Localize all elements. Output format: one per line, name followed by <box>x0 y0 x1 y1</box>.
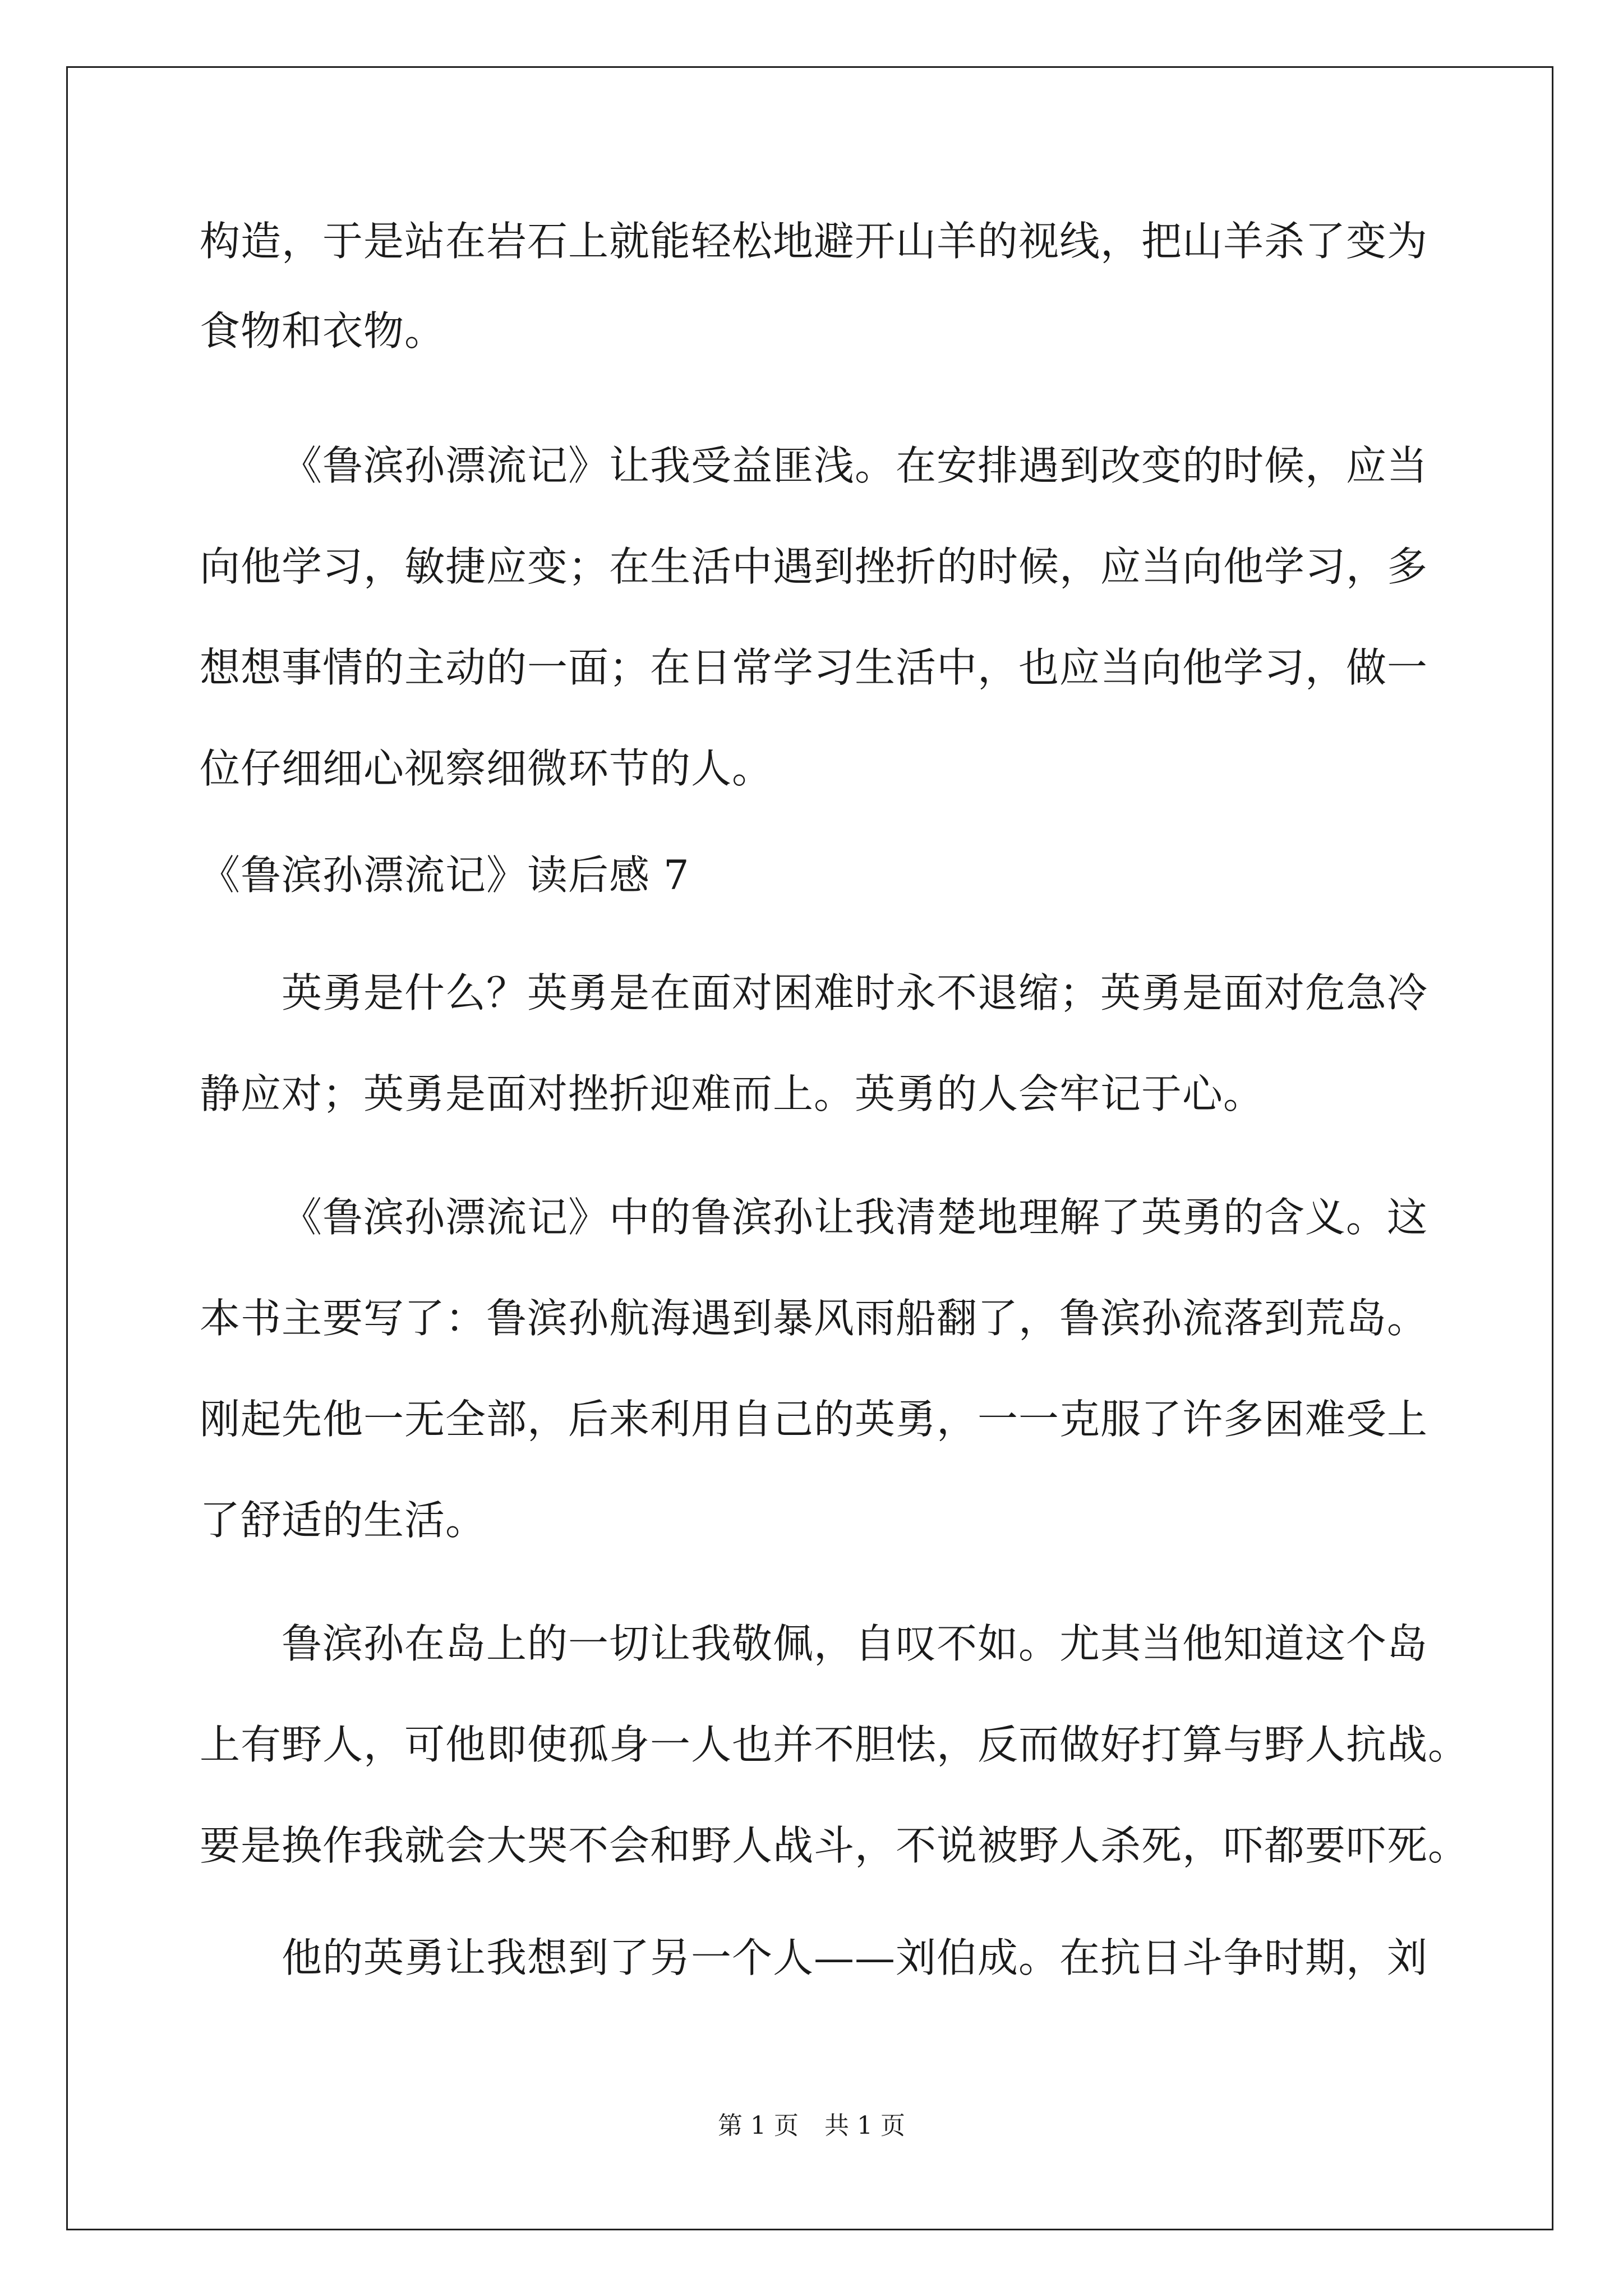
section-heading: 《鲁滨孙漂流记》读后感 7 <box>200 852 690 899</box>
body-line: 想想事情的主动的一面；在日常学习生活中，也应当向他学习，做一 <box>200 644 1428 691</box>
paragraph-start-line: 《鲁滨孙漂流记》让我受益匪浅。在安排遇到改变的时候，应当 <box>282 442 1428 489</box>
body-line: 食物和衣物。 <box>200 307 446 355</box>
body-line: 向他学习，敏捷应变；在生活中遇到挫折的时候，应当向他学习，多 <box>200 543 1428 590</box>
body-line: 了舒适的生活。 <box>200 1497 487 1544</box>
page-total: 共 1 页 <box>824 2111 905 2140</box>
body-line: 构造，于是站在岩石上就能轻松地避开山羊的视线，把山羊杀了变为 <box>200 218 1428 265</box>
paragraph-start-line: 鲁滨孙在岛上的一切让我敬佩，自叹不如。尤其当他知道这个岛 <box>282 1620 1428 1667</box>
body-line: 静应对；英勇是面对挫折迎难而上。英勇的人会牢记于心。 <box>200 1070 1265 1117</box>
body-line: 本书主要写了：鲁滨孙航海遇到暴风雨船翻了，鲁滨孙流落到荒岛。 <box>200 1295 1428 1342</box>
paragraph-start-line: 他的英勇让我想到了另一个人——刘伯成。在抗日斗争时期，刘 <box>282 1934 1428 1981</box>
body-line: 要是换作我就会大哭不会和野人战斗，不说被野人杀死，吓都要吓死。 <box>200 1822 1469 1869</box>
page-number: 第 1 页 <box>718 2111 799 2140</box>
page-footer <box>0 2109 1623 2143</box>
body-line: 上有野人，可他即使孤身一人也并不胆怯，反而做好打算与野人抗战。 <box>200 1721 1469 1768</box>
page-border <box>66 66 1553 2230</box>
body-line: 刚起先他一无全部，后来利用自己的英勇，一一克服了许多困难受上 <box>200 1396 1428 1443</box>
body-line: 位仔细细心视察细微环节的人。 <box>200 745 773 792</box>
paragraph-start-line: 英勇是什么？英勇是在面对困难时永不退缩；英勇是面对危急冷 <box>282 969 1428 1016</box>
paragraph-start-line: 《鲁滨孙漂流记》中的鲁滨孙让我清楚地理解了英勇的含义。这 <box>282 1194 1428 1241</box>
